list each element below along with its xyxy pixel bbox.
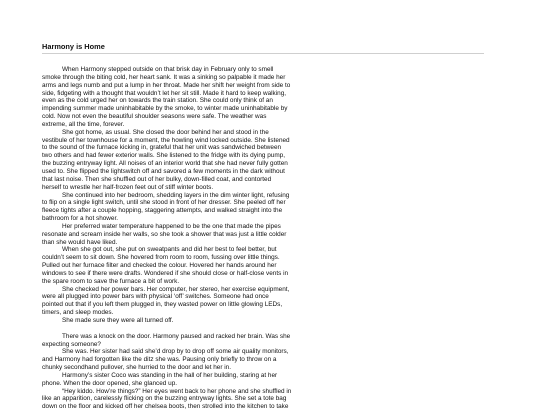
text-line: bathroom for a hot shower. [42, 215, 119, 223]
text-line: cold. Now not even the beautiful shoulder seasons were safe. The weather was [42, 113, 267, 121]
text-line: that last noise. Then she shuffled out of her bulky, down-filled coat, and contorted [42, 175, 272, 183]
text-line: She got home, as usual. She closed the door behind her and stood in the [62, 128, 269, 136]
text-line: like an apparition, carelessly flicking on the buzzing entryway lights. She set a tote bag [42, 395, 287, 403]
text-line: the buzzing entryway light. All noises of an interior world that she had never fully gotten [42, 160, 288, 168]
text-line: pointed out that if you left them plugged in, they wasted power on little glowing LEDs, [42, 301, 283, 309]
text-line: She made sure they were all turned off. [62, 317, 174, 324]
text-line: vestibule of her townhouse for a moment, the howling wind locked outside. She listened [42, 136, 290, 144]
text-line: down on the floor and kicked off her chelsea boots, then strolled into the kitchen to take [42, 403, 289, 411]
text-line: chunky secondhand pullover, she hurried to the door and let her in. [42, 364, 232, 372]
text-line: She was. Her sister had said she’d drop by to drop off some air quality monitors, [62, 348, 289, 356]
document-body [42, 66, 505, 411]
text-line: even as the cold urged her on towards the train station. She could only think of an [42, 97, 273, 105]
text-line: phone. When the door opened, she glanced up. [42, 379, 178, 387]
text-line: and Harmony had forgotten like the ditz she was. Pausing only briefly to throw on a [42, 356, 277, 364]
text-line: the spare room to save the furnace a bit of work. [42, 277, 180, 285]
text-line: two others and had fewer exterior walls. She listened to the fridge with its dying pump, [42, 152, 285, 160]
text-line: She continued into her bedroom, shedding layers in the dim winter light, refusing [62, 191, 290, 199]
text-line: used to. She flipped the lightswitch off and savored a few moments in the dark without [42, 167, 285, 175]
text-line: impending summer made uninhabitable by the smoke, to winter made uninhabitable by [42, 105, 288, 113]
text-line: to flip on a single light switch, until she stood in front of her dresser. She peeled off her [42, 199, 286, 207]
text-line: couldn’t seem to sit down. She hovered from room to room, fussing over little things. [42, 254, 280, 262]
text-line: Pulled out her furnace filter and checked the colour. Hovered her hands around her [42, 262, 277, 270]
text-line: When she got out, she put on sweatpants and did her best to feel better, but [62, 246, 277, 254]
text-line: “Hey kiddo. How’re things?” Her eyes went back to her phone and she shuffled in [62, 387, 292, 395]
text-line: timers, and sleep modes. [42, 309, 114, 317]
text-line: extreme, all the time, forever. [42, 120, 125, 128]
text-line: windows to see if there were drafts. Wondered if she should close or half-close vents in [42, 269, 289, 277]
title-divider [42, 53, 484, 54]
text-line: side, fidgeting with a thought that wouldn’t let her sit still. Made it hard to keep walking, [42, 89, 287, 97]
text-line: She checked her power bars. Her computer, her stereo, her exercise equipment, [62, 285, 290, 293]
text-line: When Harmony stepped outside on that brisk day in February only to smell [62, 66, 274, 73]
blank-line [42, 325, 505, 333]
text-line: There was a knock on the door. Harmony paused and racked her brain. Was she [62, 332, 291, 340]
text-line: than she would have liked. [42, 238, 118, 246]
text-line: Harmony’s sister Coco was standing in the hall of her building, staring at her [62, 371, 278, 379]
text-line: to the sound of the furnace kicking in, grateful that her unit was sandwiched between [42, 144, 282, 152]
text-line: arms and legs numb and put a lump in her throat. Made her shift her weight from side to [42, 81, 291, 89]
text-line: Her preferred water temperature happened to be the one that made the pipes [62, 222, 281, 230]
document-title: Harmony is Home [42, 42, 105, 51]
text-line: fleece tights after a couple hopping, staggering attempts, and walked straight into the [42, 207, 283, 215]
text-line: herself to wrestle her half-frozen feet out of stiff winter boots. [42, 183, 214, 191]
text-line: smoke through the biting cold, her heart sank. It was a sinking so palpable it made her [42, 73, 286, 81]
text-line: resonate and scream inside her walls, so she took a shower that was just a little colder [42, 230, 287, 238]
text-line: expecting someone? [42, 340, 101, 348]
text-line: were all plugged into power bars with physical ‘off’ switches. Someone had once [42, 293, 269, 301]
